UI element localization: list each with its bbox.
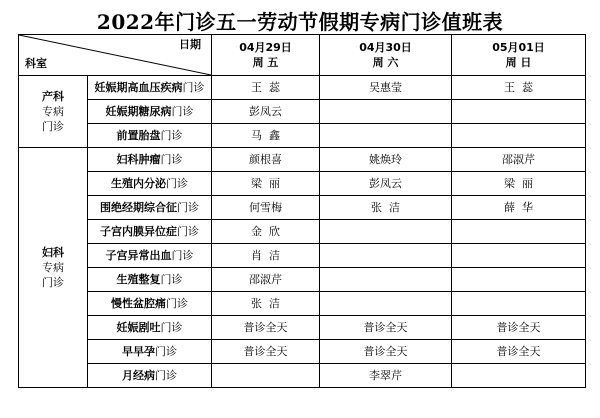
doctor-cell: 普诊全天 <box>212 316 320 340</box>
table-row <box>19 244 586 268</box>
clinic-name-cell <box>88 340 212 364</box>
clinic-name: 早早孕 <box>122 344 155 358</box>
clinic-name-cell <box>88 172 212 196</box>
duty-schedule-table <box>18 34 586 388</box>
department-label: 产科 <box>42 90 64 103</box>
doctor-cell <box>452 268 586 292</box>
table-row <box>19 364 586 388</box>
table-row <box>19 124 586 148</box>
doctor-cell: 吴惠莹 <box>320 76 452 100</box>
clinic-name: 妊娠期糖尿病 <box>105 104 172 118</box>
clinic-name-cell <box>88 148 212 172</box>
doctor-cell: 颜根喜 <box>212 148 320 172</box>
doctor-cell <box>452 244 586 268</box>
doctor-cell: 王 蕊 <box>212 76 320 100</box>
table-row <box>19 268 586 292</box>
doctor-cell <box>452 364 586 388</box>
clinic-name: 月经病 <box>122 368 155 382</box>
clinic-suffix: 门诊 <box>166 176 188 190</box>
clinic-suffix: 门诊 <box>182 80 205 94</box>
department-cell <box>19 148 88 388</box>
table-row <box>19 76 586 100</box>
clinic-name: 子宫内膜异位症 <box>100 224 177 238</box>
table-row <box>19 196 586 220</box>
doctor-cell: 姚焕玲 <box>320 148 452 172</box>
clinic-suffix: 门诊 <box>160 128 183 142</box>
clinic-name-cell <box>88 244 212 268</box>
doctor-cell: 李翠芹 <box>320 364 452 388</box>
doctor-cell <box>212 364 320 388</box>
doctor-cell: 邵淑芹 <box>452 148 586 172</box>
clinic-suffix: 门诊 <box>177 224 199 238</box>
doctor-cell: 何雪梅 <box>212 196 320 220</box>
doctor-cell: 普诊全天 <box>212 340 320 364</box>
table-row <box>19 100 586 124</box>
clinic-name-cell <box>88 316 212 340</box>
doctor-cell: 金 欣 <box>212 220 320 244</box>
clinic-suffix: 门诊 <box>155 344 177 358</box>
doctor-cell <box>452 100 586 124</box>
clinic-name: 生殖内分泌 <box>111 176 166 190</box>
doctor-cell <box>320 124 452 148</box>
department-label: 专病 <box>42 261 64 274</box>
clinic-name: 妊娠期高血压疾病 <box>94 80 183 94</box>
doctor-cell <box>320 220 452 244</box>
department-label: 专病 <box>42 105 64 118</box>
header-row <box>19 35 586 76</box>
department-label: 门诊 <box>42 276 64 289</box>
doctor-cell: 王 蕊 <box>452 76 586 100</box>
doctor-cell: 张 洁 <box>212 292 320 316</box>
doctor-cell: 梁 丽 <box>452 172 586 196</box>
day-header-2 <box>452 35 586 76</box>
doctor-cell <box>452 220 586 244</box>
clinic-name: 围绝经期综合征 <box>100 200 177 214</box>
clinic-name: 子宫异常出血 <box>105 248 172 262</box>
doctor-cell: 梁 丽 <box>212 172 320 196</box>
clinic-suffix: 门诊 <box>160 272 183 286</box>
doctor-cell <box>452 292 586 316</box>
doctor-cell: 彭凤云 <box>320 172 452 196</box>
day-date: 04月29日 <box>239 40 292 54</box>
department-label: 门诊 <box>42 120 64 133</box>
clinic-suffix: 门诊 <box>155 368 177 382</box>
clinic-name-cell <box>88 364 212 388</box>
clinic-suffix: 门诊 <box>171 248 194 262</box>
clinic-name-cell <box>88 124 212 148</box>
table-row <box>19 340 586 364</box>
doctor-cell: 张 洁 <box>320 196 452 220</box>
day-weekday: 周 五 <box>252 55 279 69</box>
clinic-suffix: 门诊 <box>171 104 194 118</box>
day-header-0 <box>212 35 320 76</box>
doctor-cell: 肖 洁 <box>212 244 320 268</box>
table-row <box>19 172 586 196</box>
clinic-name: 生殖整复 <box>116 272 161 286</box>
clinic-name-cell <box>88 196 212 220</box>
day-date: 04月30日 <box>359 40 412 54</box>
table-row <box>19 148 586 172</box>
clinic-suffix: 门诊 <box>166 296 188 310</box>
clinic-name-cell <box>88 76 212 100</box>
doctor-cell <box>452 124 586 148</box>
clinic-suffix: 门诊 <box>160 320 183 334</box>
doctor-cell <box>320 100 452 124</box>
clinic-name-cell <box>88 268 212 292</box>
clinic-suffix: 门诊 <box>177 200 199 214</box>
doctor-cell <box>320 268 452 292</box>
clinic-name-cell <box>88 292 212 316</box>
day-weekday: 周 日 <box>505 55 532 69</box>
table-row <box>19 292 586 316</box>
day-weekday: 周 六 <box>372 55 399 69</box>
department-label: 妇科 <box>42 246 64 259</box>
page-title: 2022年门诊五一劳动节假期专病门诊值班表 <box>96 10 504 34</box>
clinic-suffix: 门诊 <box>160 152 183 166</box>
doctor-cell: 邵淑芹 <box>212 268 320 292</box>
doctor-cell: 普诊全天 <box>452 316 586 340</box>
department-cell <box>19 76 88 148</box>
clinic-name-cell <box>88 100 212 124</box>
header-corner-cell <box>19 35 212 76</box>
table-row <box>19 220 586 244</box>
corner-dept-label: 科室 <box>25 57 47 70</box>
table-row <box>19 316 586 340</box>
day-header-1 <box>320 35 452 76</box>
doctor-cell <box>320 292 452 316</box>
clinic-name: 妊娠剧吐 <box>116 320 161 334</box>
doctor-cell: 彭凤云 <box>212 100 320 124</box>
day-date: 05月01日 <box>492 40 545 54</box>
doctor-cell: 马 鑫 <box>212 124 320 148</box>
doctor-cell: 普诊全天 <box>452 340 586 364</box>
clinic-name: 前置胎盘 <box>116 128 161 142</box>
clinic-name-cell <box>88 220 212 244</box>
clinic-name: 慢性盆腔痛 <box>111 296 166 310</box>
corner-date-label: 日期 <box>179 38 201 51</box>
doctor-cell: 普诊全天 <box>320 316 452 340</box>
clinic-name: 妇科肿瘤 <box>116 152 161 166</box>
doctor-cell <box>320 244 452 268</box>
doctor-cell: 普诊全天 <box>320 340 452 364</box>
doctor-cell: 薛 华 <box>452 196 586 220</box>
